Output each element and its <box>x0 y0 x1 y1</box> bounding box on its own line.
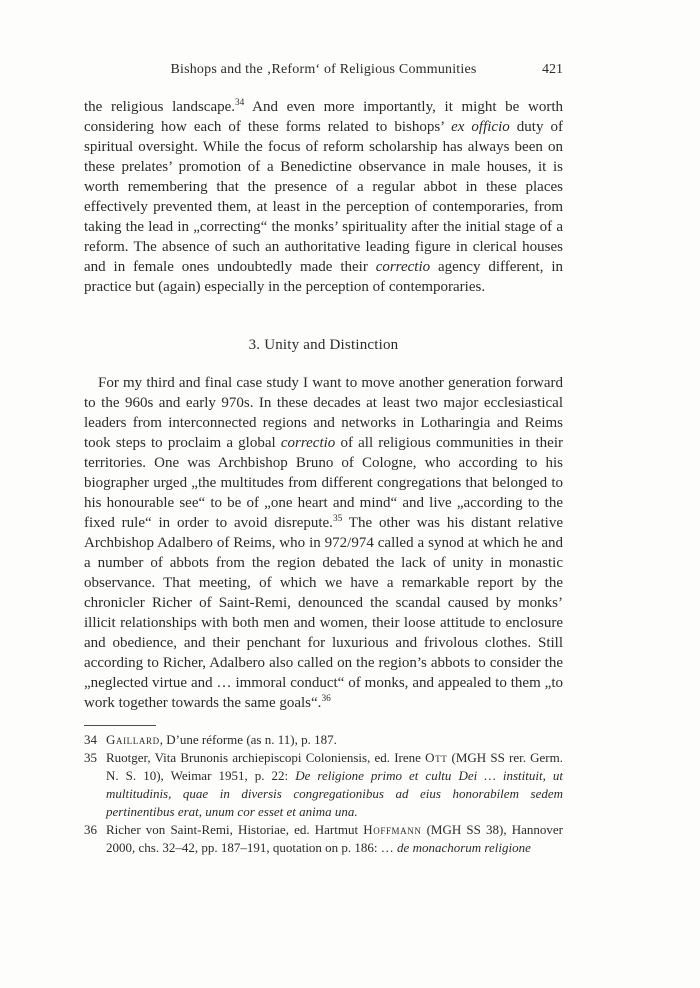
text-segment: (MGH SS rer. Germ. N. S. 10), Weimar 1951, p. 22: <box>106 750 563 783</box>
text-segment: De religione primo et cultu Dei … instituit, ut multitudinis, quae in diversis congregationibus ad eius honorabilem sedem pertinentibus erat, unum cor esset et anima una. <box>106 768 564 819</box>
footnote-36 <box>84 821 563 857</box>
footnote-marker: 35 <box>332 514 343 524</box>
footnote-34 <box>84 731 563 749</box>
text-segment: , D’une réforme (as n. 11), p. 187. <box>159 732 337 747</box>
text-segment: agency different, in practice but (again) especially in the perception of contemporaries. <box>84 259 563 295</box>
text-segment: Ott <box>425 750 448 765</box>
text-segment: correctio <box>280 435 336 451</box>
footnote-text <box>106 822 563 855</box>
running-header-title: Bishops and the ‚Reform‘ of Religious Communities <box>170 62 477 77</box>
footnote-number: 34 <box>84 732 97 747</box>
footnote-text <box>106 732 337 747</box>
footnote-text <box>106 750 563 819</box>
text-segment: the religious landscape. <box>84 99 236 115</box>
text-segment: For my third and final case study I want to move another generation forward to the 960s and early 970s. In these decades at least two major ecclesiastical leaders from interconnected regions and networks in Lotharingia and Reims took steps to proclaim a global <box>84 375 563 451</box>
text-segment: of all religious communities in their territories. One was Archbishop Bruno of Cologne, who according to his biographer urged „the multitudes from different congregations that belonged to his honourable see“ to be of „one heart and mind“ and live „according to the fixed rule“ in order to avoid disrepute. <box>84 435 563 531</box>
text-segment: (MGH SS 38), Hannover 2000, chs. 32–42, pp. 187–191, quotation on p. 186: … <box>106 822 563 855</box>
text-segment: The other was his distant relative Archbishop Adalbero of Reims, who in 972/974 called a synod at which he and a number of abbots from the region debated the lack of unity in monastic observance. That meeting, of which we have a remarkable report by the chronicler Richer of Saint-Remi, denounced the scandal caused by monks’ illicit relationships with both men and women, their loose attitude to enclosure and obedience, and their penchant for luxurious and frivolous clothes. Still according to Richer, Adalbero also called on the region’s abbots to consider the „neglected virtue and … immoral conduct“ of monks, and appealed to them „to work together towards the same goals“. <box>84 515 563 711</box>
text-segment: ex officio <box>451 119 510 135</box>
footnote-35 <box>84 749 563 821</box>
text-segment: Hoffmann <box>363 822 422 837</box>
text-segment: And even more importantly, it might be worth considering how each of these forms related to bishops’ <box>84 99 563 135</box>
footnote-marker: 36 <box>321 694 331 704</box>
main-text-block <box>84 97 563 713</box>
text-segment: correctio <box>375 259 431 275</box>
text-segment: duty of spiritual oversight. While the focus of reform scholarship has always been on these prelates’ promotion of a Benedictine observance in male houses, it is worth remembering that the presence of a regular abbot in these places effectively prevented them, at least in the perception of contemporaries, from taking the lead in „correcting“ the monks’ spirituality after the initial stage of a reform. The absence of such an authoritative leading figure in clerical houses and in female ones undoubtedly made their <box>84 119 563 275</box>
paragraph-continuation <box>84 97 563 297</box>
footnotes-block <box>84 731 563 857</box>
section-heading: 3. Unity and Distinction <box>248 337 399 353</box>
footnote-separator-rule <box>84 725 156 726</box>
text-segment: Ruotger, Vita Brunonis archiepiscopi Coloniensis, ed. Irene <box>106 750 426 765</box>
text-segment: de monachorum religione <box>397 840 531 855</box>
paragraph-case-study <box>84 373 563 713</box>
footnote-number: 36 <box>84 822 97 837</box>
footnote-number: 35 <box>84 750 97 765</box>
running-header <box>84 61 563 79</box>
page-number: 421 <box>542 62 563 77</box>
text-segment: Richer von Saint-Remi, Historiae, ed. Hartmut <box>106 822 364 837</box>
text-segment: Gaillard <box>106 732 160 747</box>
footnote-marker: 34 <box>235 98 245 108</box>
